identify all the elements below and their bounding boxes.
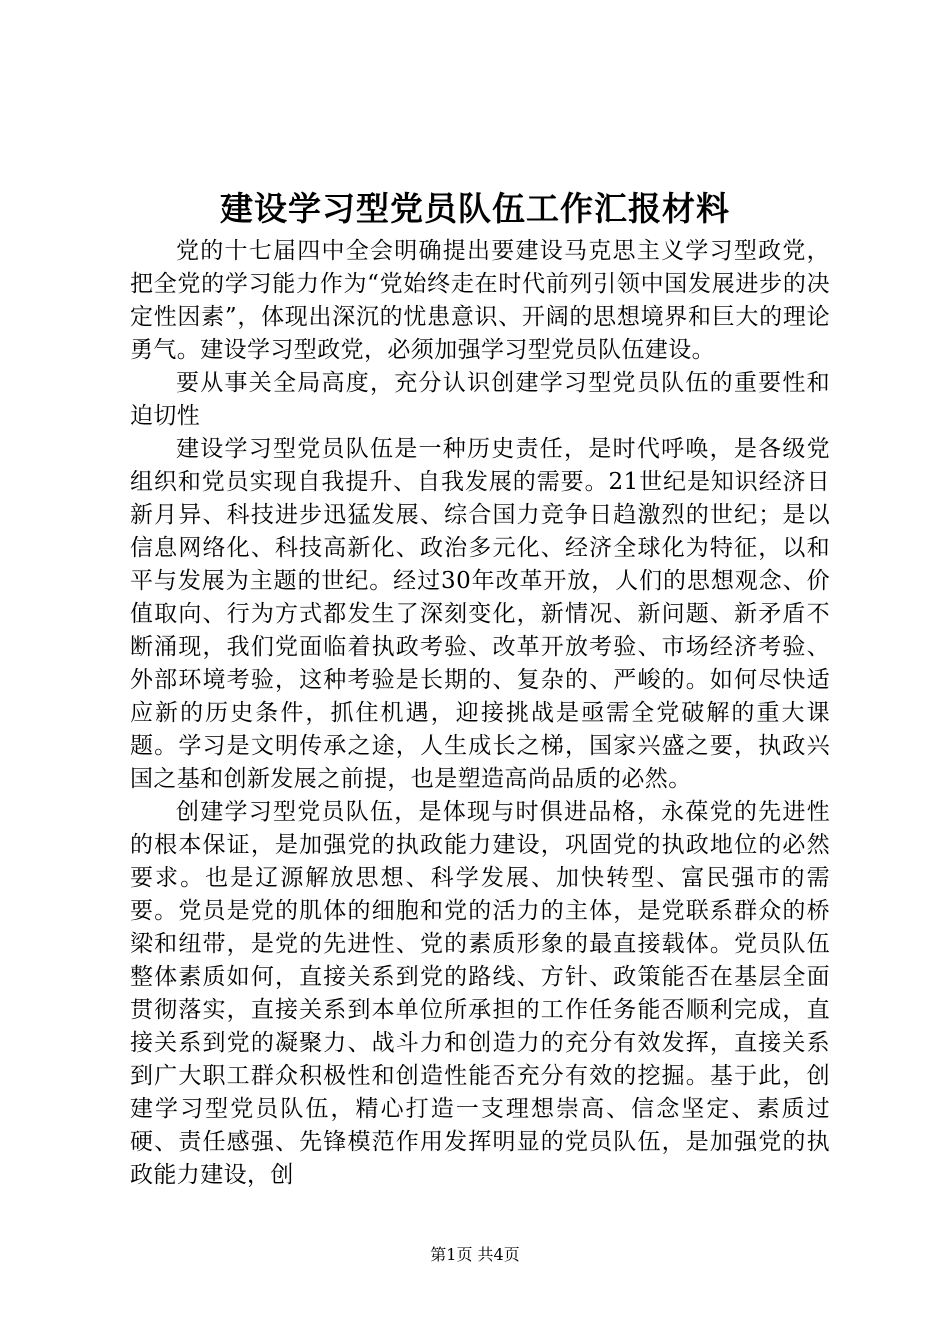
document-title: 建设学习型党员队伍工作汇报材料	[220, 189, 730, 228]
page-number-footer: 第1页 共4页	[430, 1245, 520, 1264]
body-paragraph: 建设学习型党员队伍是一种历史责任，是时代呼唤，是各级党组织和党员实现自我提升、自我发展的需要。21世纪是知识经济日新月异、科技进步迅猛发展、综合国力竞争日趋激烈的世纪；是以信息网络化、科技高新化、政治多元化、经济全球化为特征，以和平与发展为主题的世纪。经过30年改革开放，人们的思想观念、价值取向、行为方式都发生了深刻变化，新情况、新问题、新矛盾不断涌现，我们党面临着执政考验、改革开放考验、市场经济考验、外部环境考验，这种考验是长期的、复杂的、严峻的。如何尽快适应新的历史条件，抓住机遇，迎接挑战是亟需全党破解的重大课题。学习是文明传承之途，人生成长之梯，国家兴盛之要，执政兴国之基和创新发展之前提，也是塑造高尚品质的必然。	[130, 436, 830, 792]
body-paragraph: 党的十七届四中全会明确提出要建设马克思主义学习型政党，把全党的学习能力作为“党始终走在时代前列引领中国发展进步的决定性因素”，体现出深沉的忧患意识、开阔的思想境界和巨大的理论勇气。建设学习型政党，必须加强学习型党员队伍建设。	[130, 238, 830, 363]
document-body	[130, 235, 830, 1192]
body-paragraph: 创建学习型党员队伍，是体现与时俱进品格，永葆党的先进性的根本保证，是加强党的执政能力建设，巩固党的执政地位的必然要求。也是辽源解放思想、科学发展、加快转型、富民强市的需要。党员是党的肌体的细胞和党的活力的主体，是党联系群众的桥梁和纽带，是党的先进性、党的素质形象的最直接载体。党员队伍整体素质如何，直接关系到党的路线、方针、政策能否在基层全面贯彻落实，直接关系到本单位所承担的工作任务能否顺利完成，直接关系到党的凝聚力、战斗力和创造力的充分有效发挥，直接关系到广大职工群众积极性和创造性能否充分有效的挖掘。基于此，创建学习型党员队伍，精心打造一支理想崇高、信念坚定、素质过硬、责任感强、先锋模范作用发挥明显的党员队伍，是加强党的执政能力建设，创	[130, 799, 830, 1188]
section-heading-paragraph: 要从事关全局高度，充分认识创建学习型党员队伍的重要性和迫切性	[130, 370, 830, 429]
